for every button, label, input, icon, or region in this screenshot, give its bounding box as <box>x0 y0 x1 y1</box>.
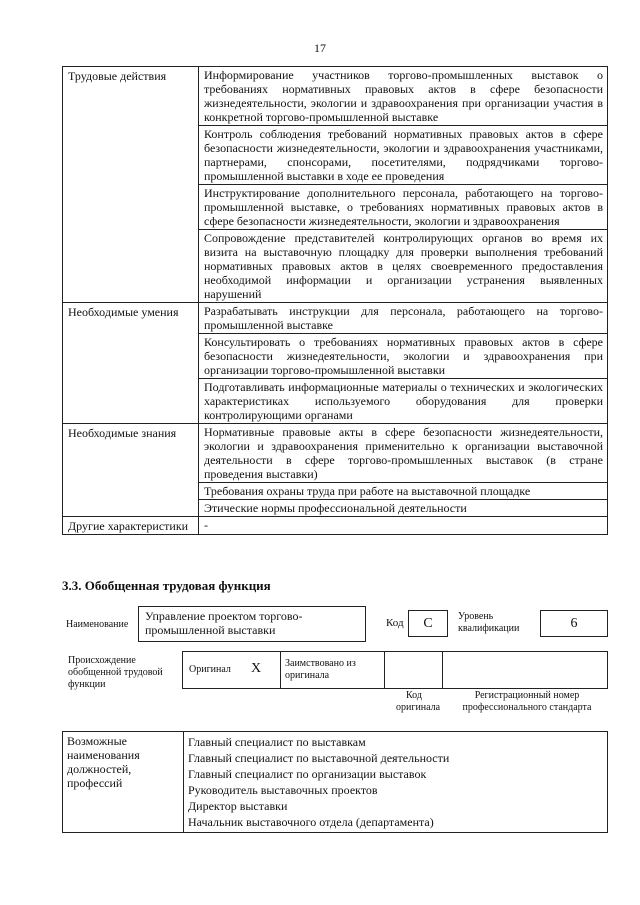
row-header: Необходимые знания <box>63 424 199 517</box>
row-header: Необходимые умения <box>63 303 199 424</box>
positions-header: Возможные наименования должностей, профессий <box>63 732 184 833</box>
table-row <box>63 67 608 126</box>
original-mark: X <box>251 661 262 676</box>
row-item: Требования охраны труда при работе на выставочной площадке <box>199 483 608 500</box>
position-item: Главный специалист по выставкам <box>188 735 366 749</box>
position-item: Директор выставки <box>188 799 288 813</box>
code-label: Код <box>386 617 404 629</box>
position-item: Начальник выставочного отдела (департамента) <box>188 815 434 829</box>
section-title: 3.3. Обобщенная трудовая функция <box>62 578 271 593</box>
table-row <box>63 303 608 334</box>
labor-functions-table <box>62 66 608 535</box>
positions-list <box>184 732 608 833</box>
reg-caption: Регистрационный номер профессионального стандарта <box>462 690 592 713</box>
row-item: Консультировать о требованиях нормативных правовых актов в сфере безопасности жизнедеятельности, экологии и здравоохранения при организации торгово-промышленной выставки <box>199 334 608 379</box>
positions-table <box>62 731 608 833</box>
row-item: Сопровождение представителей контролирующих органов во время их визита на выставочную площадку для проверки выполнения требований нормативных правовых актов в целях своевременного предоставления необходимой информации и организации устранения выявленных нарушений <box>199 230 608 303</box>
borrowed-cell <box>281 652 385 688</box>
page-number: 17 <box>314 41 326 55</box>
row-item: - <box>199 517 608 535</box>
row-item: Нормативные правовые акты в сфере безопасности жизнедеятельности, экологии и здравоохранения применительно к организации выставочной деятельности в сфере торгово-промышленных выставок (в стране проведения выставки) <box>199 424 608 483</box>
row-item: Информирование участников торгово-промышленных выставок о требованиях нормативных правовых актов в сфере безопасности жизнедеятельности, экологии и здравоохранения при организации участия в конкретной торгово-промышленной выставке <box>199 67 608 126</box>
row-item: Инструктирование дополнительного персонала, работающего на торгово-промышленной выставке, о требованиях нормативных правовых актов в сфере безопасности жизнедеятельности, экологии и здравоохранения <box>199 185 608 230</box>
level-label: Уровень квалификации <box>458 611 520 634</box>
reg-number-cell <box>443 652 607 688</box>
original-label: Оригинал <box>189 664 231 675</box>
row-item: Контроль соблюдения требований нормативных правовых актов в сфере безопасности жизнедеятельности, экологии и здравоохранения участниками, партнерами, спонсорами, посетителями, подрядчиками торгово-промышленной выставки в ходе ее проведения <box>199 126 608 185</box>
name-value: Управление проектом торгово-промышленной выставки <box>145 609 303 637</box>
origin-row <box>182 651 608 689</box>
origin-label: Происхождение обобщенной трудовой функции <box>68 655 163 690</box>
row-item: Этические нормы профессиональной деятельности <box>199 500 608 517</box>
name-label: Наименование <box>66 619 129 630</box>
table-row <box>63 424 608 483</box>
position-item: Руководитель выставочных проектов <box>188 783 378 797</box>
row-header: Трудовые действия <box>63 67 199 303</box>
table-row <box>63 517 608 535</box>
name-value-box <box>138 606 366 642</box>
level-value: 6 <box>540 610 608 637</box>
original-code-cell <box>385 652 443 688</box>
position-item: Главный специалист по организации выставок <box>188 767 427 781</box>
position-item: Главный специалист по выставочной деятельности <box>188 751 450 765</box>
row-item: Разрабатывать инструкции для персонала, работающего на торгово-промышленной выставке <box>199 303 608 334</box>
code-caption: Код оригинала <box>396 690 441 713</box>
borrowed-label: Заимствовано из оригинала <box>285 658 356 681</box>
row-header: Другие характеристики <box>63 517 199 535</box>
row-item: Подготавливать информационные материалы о технических и экологических характеристиках используемого оборудования для проверки контролирующими органами <box>199 379 608 424</box>
code-value: С <box>408 610 448 637</box>
original-cell <box>183 652 281 688</box>
